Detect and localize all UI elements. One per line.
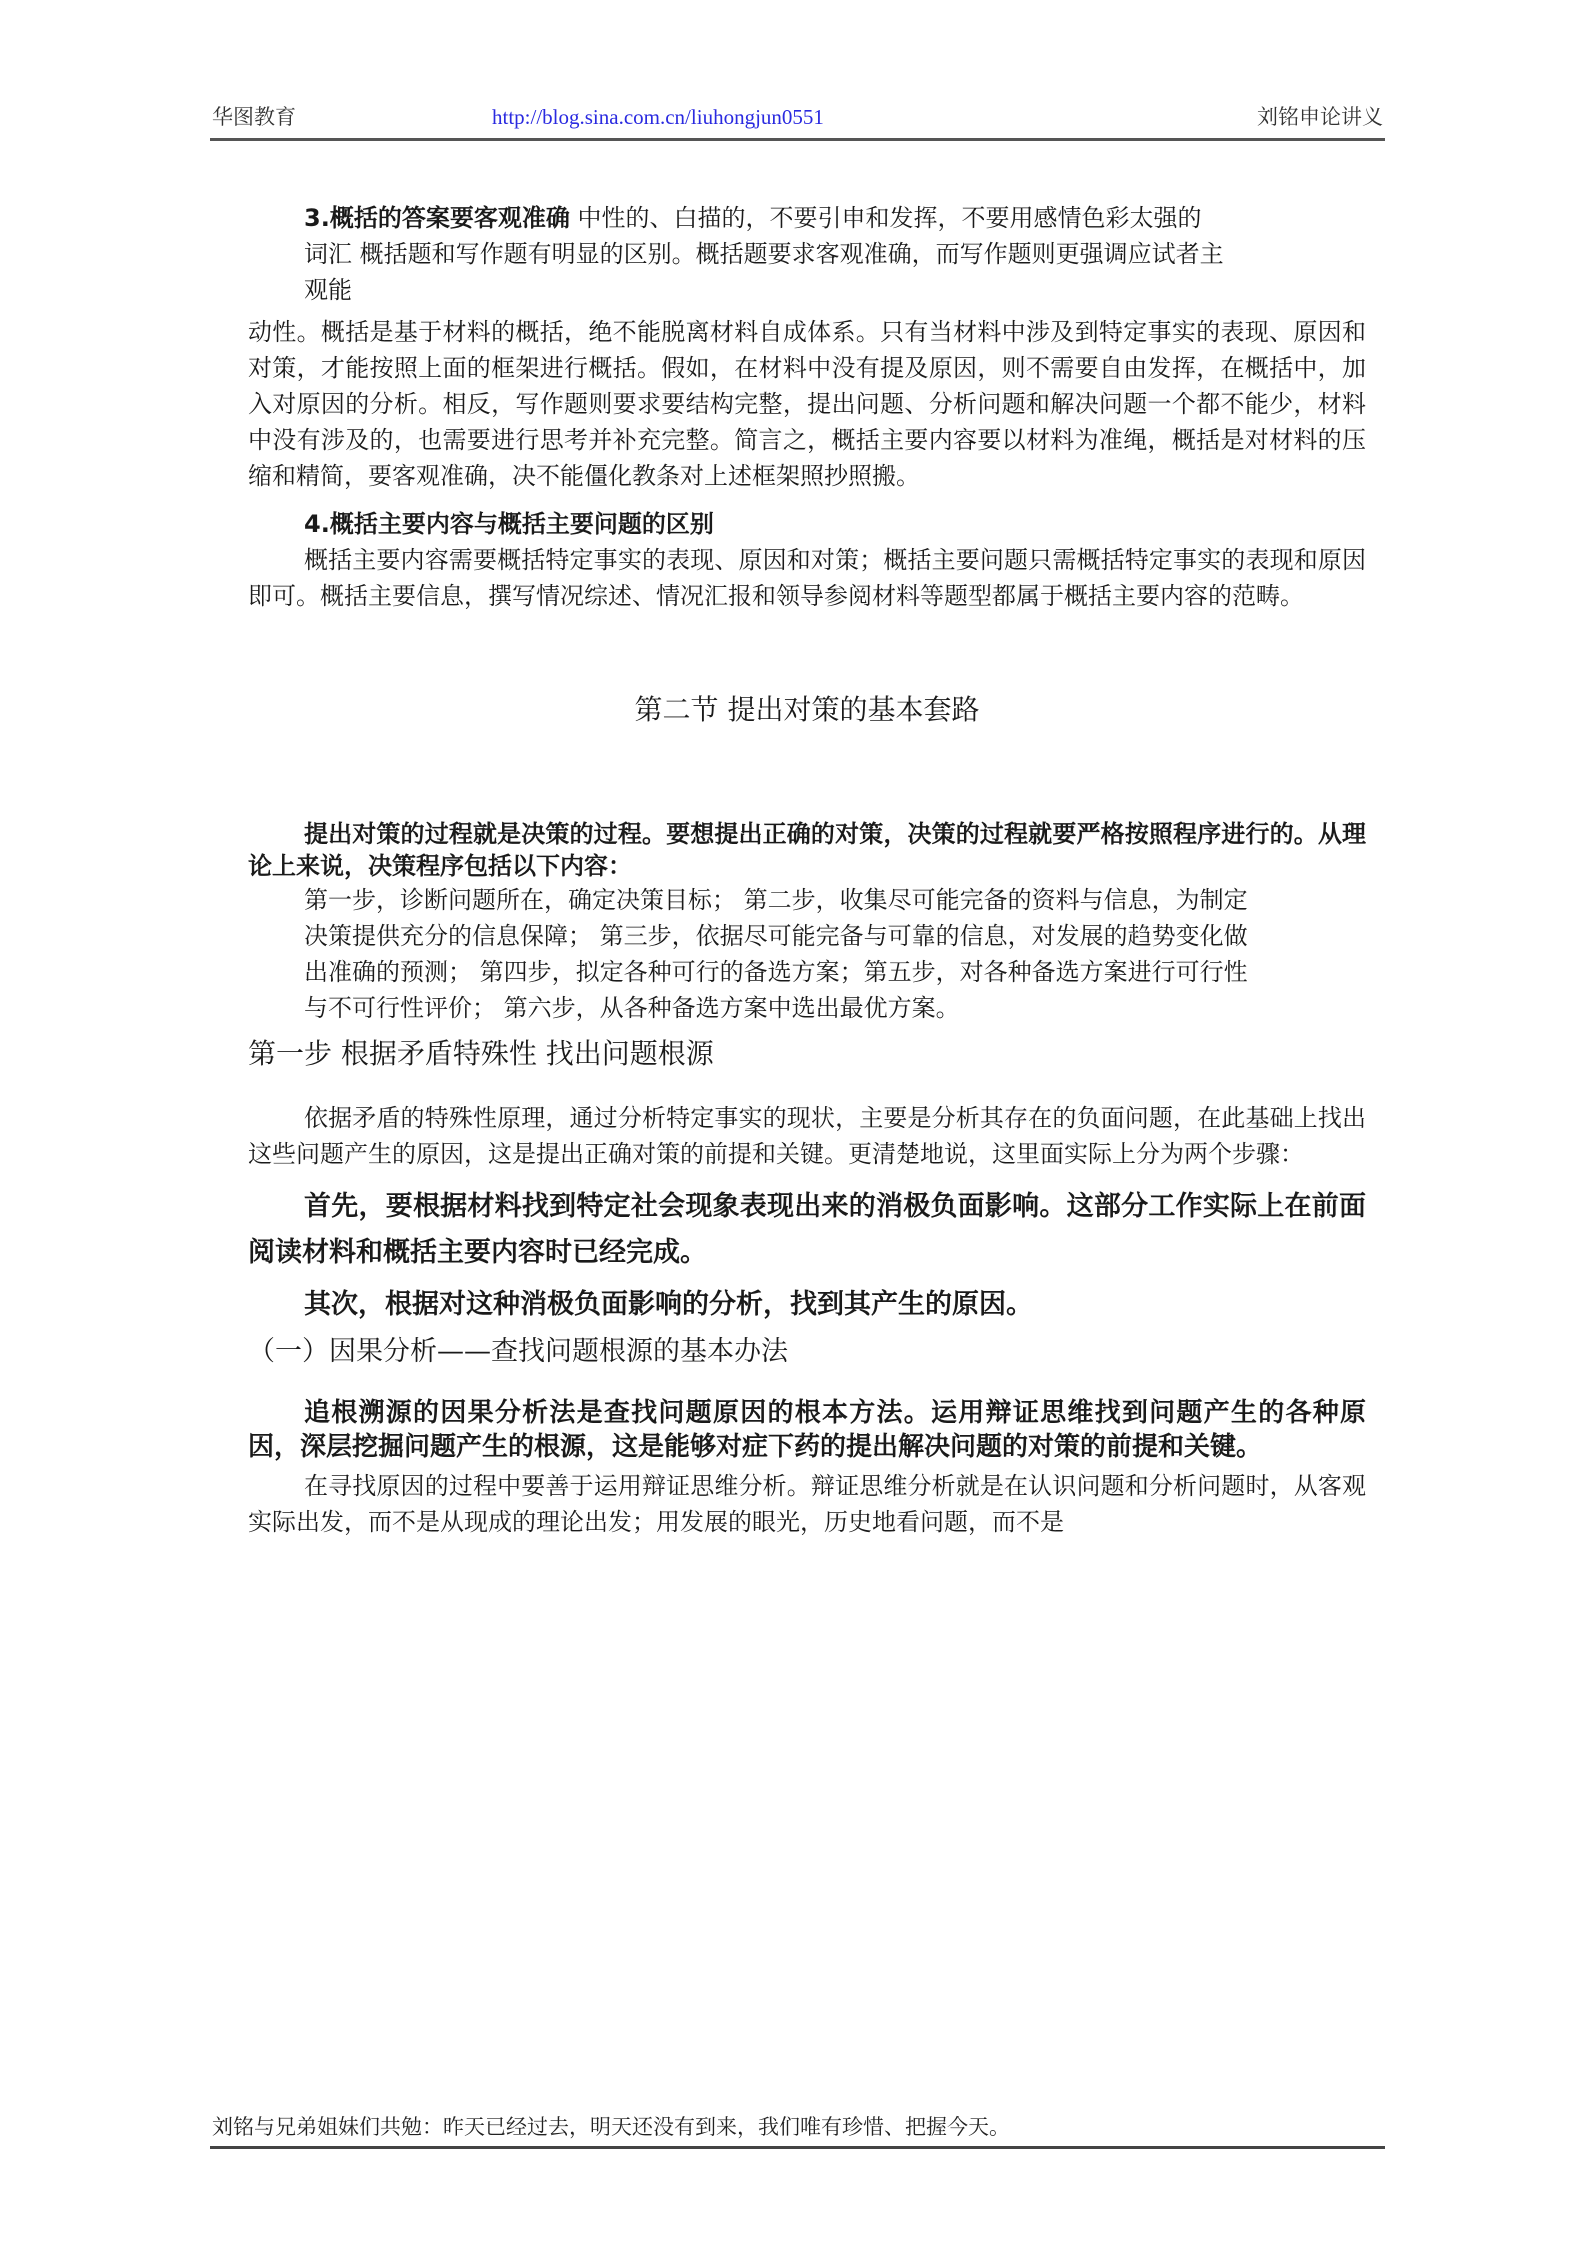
item-4-body: 概括主要内容需要概括特定事实的表现、原因和对策；概括主要问题只需概括特定事实的表现和原因即可。概括主要信息，撰写情况综述、情况汇报和领导参阅材料等题型都属于概括主要内容的范畴。 — [248, 546, 1366, 610]
item-3-line1-rest: 中性的、白描的，不要引申和发挥，不要用感情色彩太强的 — [569, 204, 1202, 232]
header-blog-link[interactable]: http://blog.sina.com.cn/liuhongjun0551 — [492, 105, 824, 129]
section-2-title: 第二节 提出对策的基本套路 — [634, 693, 980, 726]
step-1-body: 依据矛盾的特殊性原理，通过分析特定事实的现状，主要是分析其存在的负面问题，在此基础上找出这些问题产生的原因，这是提出正确对策的前提和关键。更清楚地说，这里面实际上分为两个步骤： — [248, 1104, 1366, 1168]
item-3-line3: 观能 — [304, 276, 352, 304]
item-4-lead: 4.概括主要内容与概括主要问题的区别 — [304, 510, 714, 538]
item-3-body: 动性。概括是基于材料的概括，绝不能脱离材料自成体系。只有当材料中涉及到特定事实的表现、原因和对策，才能按照上面的框架进行概括。假如，在材料中没有提及原因，则不需要自由发挥，在概括中，加入对原因的分析。相反，写作题则要求要结构完整，提出问题、分析问题和解决问题一个都不能少，材料中没有涉及的，也需要进行思考并补充完整。简言之，概括主要内容要以材料为准绳，概括是对材料的压缩和精简，要客观准确，决不能僵化教条对上述框架照抄照搬。 — [248, 318, 1366, 490]
header-doc-title: 刘铭申论讲义 — [1257, 105, 1383, 129]
footer-motto: 刘铭与兄弟姐妹们共勉：昨天已经过去，明天还没有到来，我们唯有珍惜、把握今天。 — [212, 2115, 1010, 2139]
page-header — [210, 100, 1385, 141]
step-1-heading: 第一步 根据矛盾特殊性 找出问题根源 — [248, 1037, 714, 1070]
item-3-lead: 3.概括的答案要客观准确 — [304, 204, 570, 232]
decision-steps: 第一步，诊断问题所在，确定决策目标； 第二步，收集尽可能完备的资料与信息，为制定决策提供充分的信息保障； 第三步，依据尽可能完备与可靠的信息，对发展的趋势变化做出准确的预测； 第四步，拟定各种可行的备选方案；第五步，对各种备选方案进行可行性与不可行性评价； 第六步，从各种备选方案中选出最优方案。 — [304, 886, 1248, 1022]
item-4-block — [248, 506, 1366, 614]
subsection-1-body: 在寻找原因的过程中要善于运用辩证思维分析。辩证思维分析就是在认识问题和分析问题时，从客观实际出发，而不是从现成的理论出发；用发展的眼光，历史地看问题，而不是 — [248, 1472, 1366, 1536]
subsection-1-heading: （一）因果分析——查找问题根源的基本办法 — [248, 1336, 788, 1367]
item-3-block — [248, 200, 1366, 494]
header-org-name: 华图教育 — [212, 105, 296, 129]
section-2-intro: 提出对策的过程就是决策的过程。要想提出正确的对策，决策的过程就要严格按照程序进行的。从理论上来说，决策程序包括以下内容： — [248, 820, 1366, 880]
item-4-heading — [248, 506, 1366, 542]
item-3-line2: 词汇 概括题和写作题有明显的区别。概括题要求客观准确，而写作题则更强调应试者主 — [304, 240, 1224, 268]
page-footer — [210, 2112, 1385, 2149]
first-point: 首先，要根据材料找到特定社会现象表现出来的消极负面影响。这部分工作实际上在前面阅读材料和概括主要内容时已经完成。 — [248, 1191, 1366, 1268]
second-point: 其次，根据对这种消极负面影响的分析，找到其产生的原因。 — [304, 1289, 1033, 1320]
item-3-heading-line — [248, 200, 1366, 236]
document-body — [248, 200, 1366, 1540]
subsection-1-bold: 追根溯源的因果分析法是查找问题原因的根本方法。运用辩证思维找到问题产生的各种原因，深层挖掘问题产生的根源，这是能够对症下药的提出解决问题的对策的前提和关键。 — [248, 1398, 1366, 1462]
